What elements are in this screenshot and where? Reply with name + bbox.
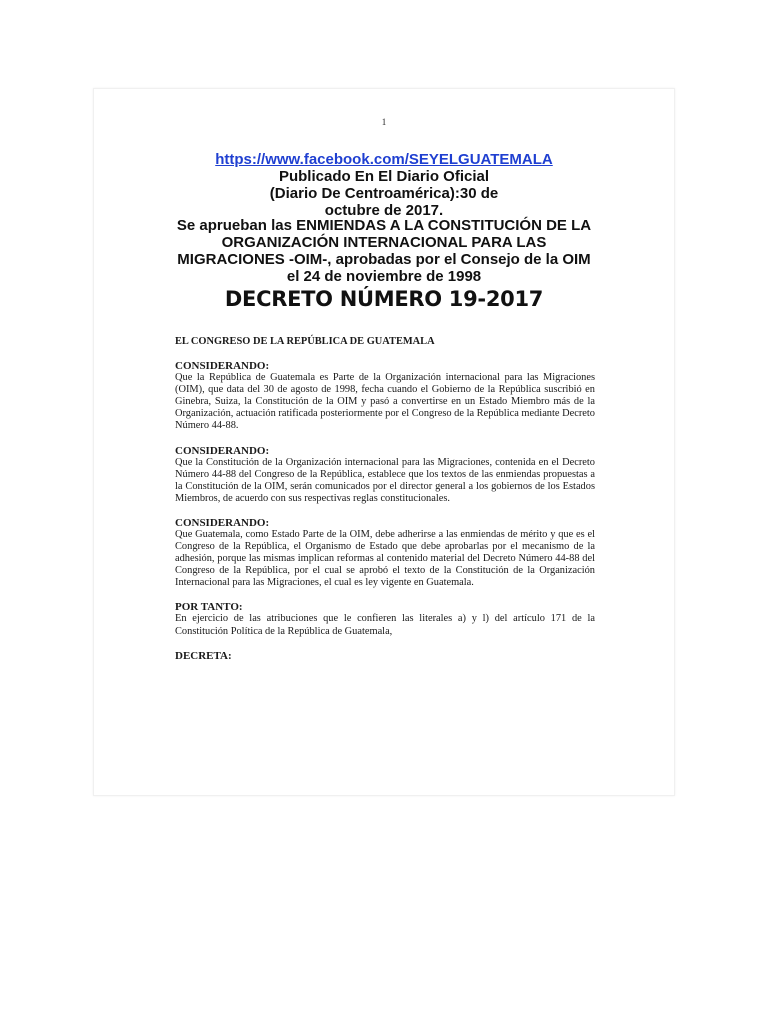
section-heading: POR TANTO: xyxy=(175,601,243,614)
decreta-heading: DECRETA: xyxy=(175,649,232,662)
decree-title: DECRETO NÚMERO 19-2017 xyxy=(224,287,544,311)
header-block xyxy=(94,151,674,219)
section-heading: CONSIDERANDO: xyxy=(175,360,270,373)
decree-subject: Se aprueban las ENMIENDAS A LA CONSTITUCIÓN DE LA ORGANIZACIÓN INTERNACIONAL PARA LAS MIGRACIONES -OIM-, aprobadas por el Consejo de la OIM el 24 de noviembre de 1998 xyxy=(176,217,592,285)
publication-note: Publicado En El Diario Oficial (Diario De Centroamérica):30 de octubre de 2017. xyxy=(269,168,499,219)
document-page xyxy=(93,88,675,796)
page-number: 1 xyxy=(381,117,387,127)
document-body xyxy=(175,336,595,662)
section-considerando-1 xyxy=(175,360,595,432)
section-text: Que la República de Guatemala es Parte de la Organización internacional para las Migraciones (OIM), que data del 30 de agosto de 1998, fecha cuando el Gobierno de la República suscribió en Ginebra, Suiza, la Constitución de la OIM y pasó a convertirse en un Estado Miembro más de la Organización, actuación ratificada posteriormente por el Congreso de la República mediante Decreto Número 44-88. xyxy=(175,372,595,432)
section-text: Que Guatemala, como Estado Parte de la OIM, debe adherirse a las enmiendas de mérito y que es el Congreso de la República, el Organismo de Estado que debe aprobarlas por el mecanismo de la adhesión, porque las mismas implican reformas al contenido material del Decreto Número 44-88 del Congreso de la República, por el cual se aprobó el texto de la Constitución de la Organización Internacional para las Migraciones, el cual es ley vigente en Guatemala. xyxy=(175,528,595,589)
section-heading: CONSIDERANDO: xyxy=(175,516,270,529)
section-text: Que la Constitución de la Organización internacional para las Migraciones, contenida en el Decreto Número 44-88 del Congreso de la República, establece que los textos de las enmiendas propuestas a la Constitución de la OIM, serán comunicados por el director general a los gobiernos de los Estados Miembros, de acuerdo con sus respectivas reglas constitucionales. xyxy=(175,456,595,504)
section-text: En ejercicio de las atribuciones que le confieren las literales a) y l) del artículo 171 de la Constitución Política de la República de Guatemala, xyxy=(175,613,595,637)
congress-heading: EL CONGRESO DE LA REPÚBLICA DE GUATEMALA xyxy=(175,336,435,347)
section-heading: CONSIDERANDO: xyxy=(175,444,270,457)
section-por-tanto xyxy=(175,601,595,637)
section-considerando-2 xyxy=(175,445,595,505)
facebook-link[interactable]: https://www.facebook.com/SEYELGUATEMALA xyxy=(215,151,553,168)
section-considerando-3 xyxy=(175,517,595,589)
